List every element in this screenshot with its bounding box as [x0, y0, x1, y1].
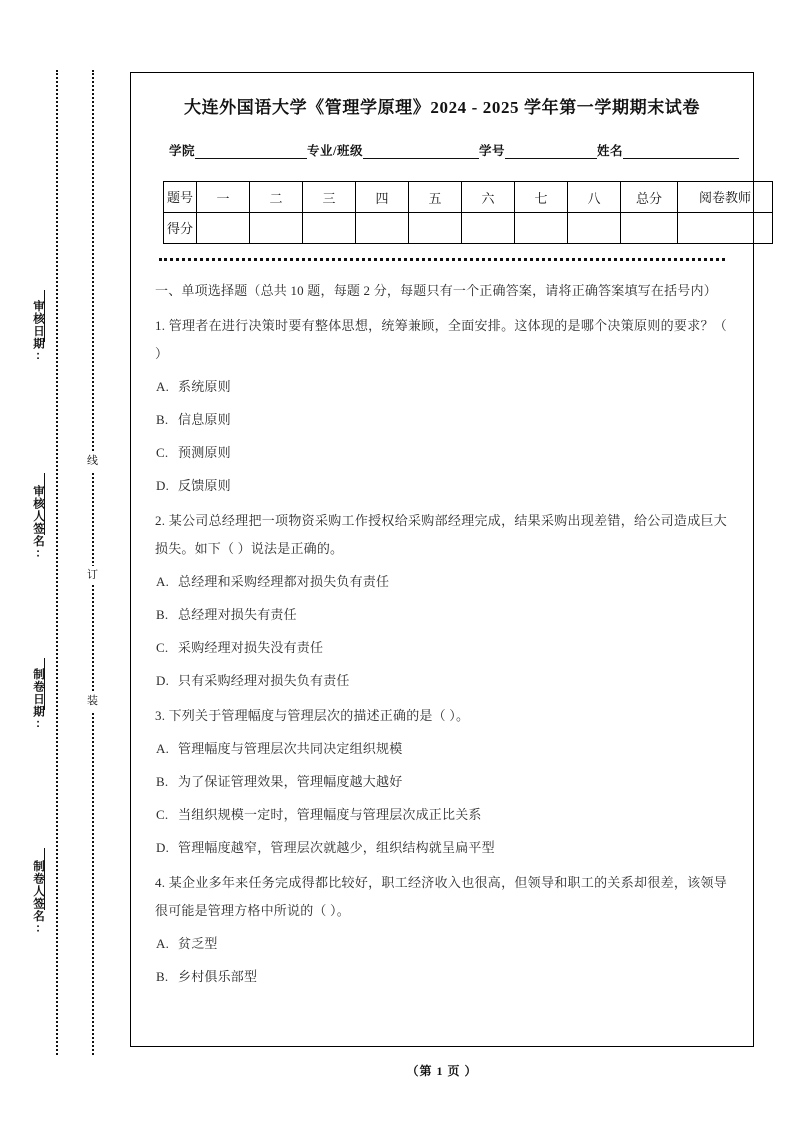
question-3-option-d-text: 管理幅度越窄，管理层次就越少，组织结构就呈扁平型 [178, 840, 495, 855]
score-cell-3[interactable] [303, 213, 356, 244]
question-3-option-c-text: 当组织规模一定时，管理幅度与管理层次成正比关系 [178, 807, 482, 822]
col-header-7: 七 [515, 182, 568, 213]
question-3-stem [155, 702, 727, 730]
score-table-wrapper [151, 181, 751, 244]
question-4-option-a[interactable] [155, 930, 727, 958]
field-name [597, 141, 739, 159]
question-1-text: 管理者在进行决策时要有整体思想，统筹兼顾，全面安排。这体现的是哪个决策原则的要求？（ ） [155, 318, 727, 361]
score-cell-1[interactable] [197, 213, 250, 244]
col-header-6: 六 [462, 182, 515, 213]
question-4-text: 某企业多年来任务完成得都比较好，职工经济收入也很高，但领导和职工的关系却很差，该领导很可能是管理方格中所说的（ ）。 [155, 875, 727, 918]
question-2-option-d-text: 只有采购经理对损失负有责任 [178, 673, 350, 688]
student-info-row [151, 141, 733, 159]
question-2-option-d-label: D. [156, 673, 170, 688]
question-2-stem [155, 507, 727, 563]
question-1-option-b[interactable] [155, 406, 727, 434]
binding-dashed-line-inner [92, 70, 94, 1055]
field-college-blank[interactable] [195, 145, 307, 159]
score-cell-teacher[interactable] [678, 213, 773, 244]
left-binding-margin [0, 0, 130, 1122]
score-table [163, 181, 773, 244]
question-1-option-d-text: 反馈原则 [178, 478, 231, 493]
score-cell-6[interactable] [462, 213, 515, 244]
question-2-option-c[interactable] [155, 634, 727, 662]
question-2-option-a[interactable] [155, 568, 727, 596]
question-2-option-d[interactable] [155, 667, 727, 695]
question-3-text: 下列关于管理幅度与管理层次的描述正确的是（ ）。 [168, 708, 470, 723]
question-3-option-d-label: D. [156, 840, 170, 855]
question-2-option-a-label: A. [156, 574, 170, 589]
question-3-number: 3. [155, 708, 166, 723]
question-2-option-b[interactable] [155, 601, 727, 629]
section-heading-single-choice: 一、单项选择题（总共 10 题，每题 2 分，每题只有一个正确答案，请将正确答案填写在括号内） [155, 283, 717, 298]
questions-container [151, 277, 733, 991]
col-header-total: 总分 [621, 182, 678, 213]
question-3-option-b-label: B. [156, 774, 169, 789]
question-2-option-b-label: B. [156, 607, 169, 622]
question-1-option-d[interactable] [155, 472, 727, 500]
question-1-option-c[interactable] [155, 439, 727, 467]
question-4-stem [155, 869, 727, 925]
question-1-option-b-label: B. [156, 412, 169, 427]
dotted-separator [159, 258, 725, 261]
question-3-option-a[interactable] [155, 735, 727, 763]
question-3-option-b[interactable] [155, 768, 727, 796]
field-student-id-blank[interactable] [505, 145, 597, 159]
question-4-number: 4. [155, 875, 166, 890]
field-student-id [479, 141, 597, 159]
question-4-option-b[interactable] [155, 963, 727, 991]
field-major-class [307, 141, 479, 159]
question-3-option-c-label: C. [156, 807, 169, 822]
score-cell-4[interactable] [356, 213, 409, 244]
question-2-option-c-label: C. [156, 640, 169, 655]
col-header-grading-teacher: 阅卷教师 [678, 182, 773, 213]
score-cell-5[interactable] [409, 213, 462, 244]
binding-mark-zhuang: 装 [84, 692, 101, 711]
row-label-question-no: 题号 [164, 182, 197, 213]
question-4-option-b-text: 乡村俱乐部型 [178, 969, 258, 984]
question-3-option-c[interactable] [155, 801, 727, 829]
question-4-option-a-text: 贫乏型 [178, 936, 218, 951]
col-header-8: 八 [568, 182, 621, 213]
score-cell-8[interactable] [568, 213, 621, 244]
score-cell-7[interactable] [515, 213, 568, 244]
page-footer: （第 1 页 ） [406, 1064, 478, 1078]
binding-mark-ding: 订 [84, 566, 101, 585]
col-header-2: 二 [250, 182, 303, 213]
question-2-option-b-text: 总经理对损失有责任 [178, 607, 297, 622]
margin-label-review-date: 审核日期: [32, 300, 44, 363]
question-2-number: 2. [155, 513, 166, 528]
question-1-option-b-text: 信息原则 [178, 412, 231, 427]
question-4-option-a-label: A. [156, 936, 170, 951]
question-1-number: 1. [155, 318, 166, 333]
table-row-question-numbers [164, 182, 773, 213]
question-1-option-a[interactable] [155, 373, 727, 401]
field-college [169, 141, 307, 159]
table-row-scores [164, 213, 773, 244]
col-header-4: 四 [356, 182, 409, 213]
question-1-option-d-label: D. [156, 478, 170, 493]
col-header-5: 五 [409, 182, 462, 213]
field-major-class-blank[interactable] [363, 145, 479, 159]
question-3-option-a-text: 管理幅度与管理层次共同决定组织规模 [178, 741, 403, 756]
question-4-option-b-label: B. [156, 969, 169, 984]
exam-page-frame [130, 72, 754, 1047]
score-cell-total[interactable] [621, 213, 678, 244]
col-header-1: 一 [197, 182, 250, 213]
field-name-label: 姓名 [597, 144, 624, 158]
question-2-text: 某公司总经理把一项物资采购工作授权给采购部经理完成，结果采购出现差错，给公司造成巨大损失。如下（ ）说法是正确的。 [155, 513, 727, 556]
question-3-option-b-text: 为了保证管理效果，管理幅度越大越好 [178, 774, 403, 789]
row-label-score: 得分 [164, 213, 197, 244]
question-1-option-a-label: A. [156, 379, 170, 394]
question-2-option-c-text: 采购经理对损失没有责任 [178, 640, 324, 655]
question-2-option-a-text: 总经理和采购经理都对损失负有责任 [178, 574, 390, 589]
question-1-stem [155, 312, 727, 368]
field-major-class-label: 专业/班级 [307, 144, 363, 158]
binding-mark-xian: 线 [84, 452, 101, 471]
field-student-id-label: 学号 [479, 144, 506, 158]
page-title: 大连外国语大学《管理学原理》2024 - 2025 学年第一学期期末试卷 [183, 98, 700, 117]
question-3-option-a-label: A. [156, 741, 170, 756]
margin-label-prepare-date: 制卷日期: [32, 668, 44, 731]
col-header-3: 三 [303, 182, 356, 213]
question-1-option-a-text: 系统原则 [178, 379, 231, 394]
question-1-option-c-text: 预测原则 [178, 445, 231, 460]
binding-dashed-line-outer [56, 70, 58, 1055]
field-college-label: 学院 [169, 144, 196, 158]
margin-label-reviewer-signature: 审核人签名: [32, 485, 44, 561]
score-cell-2[interactable] [250, 213, 303, 244]
margin-label-preparer-signature: 制卷人签名: [32, 860, 44, 936]
field-name-blank[interactable] [623, 145, 739, 159]
question-3-option-d[interactable] [155, 834, 727, 862]
question-1-option-c-label: C. [156, 445, 169, 460]
